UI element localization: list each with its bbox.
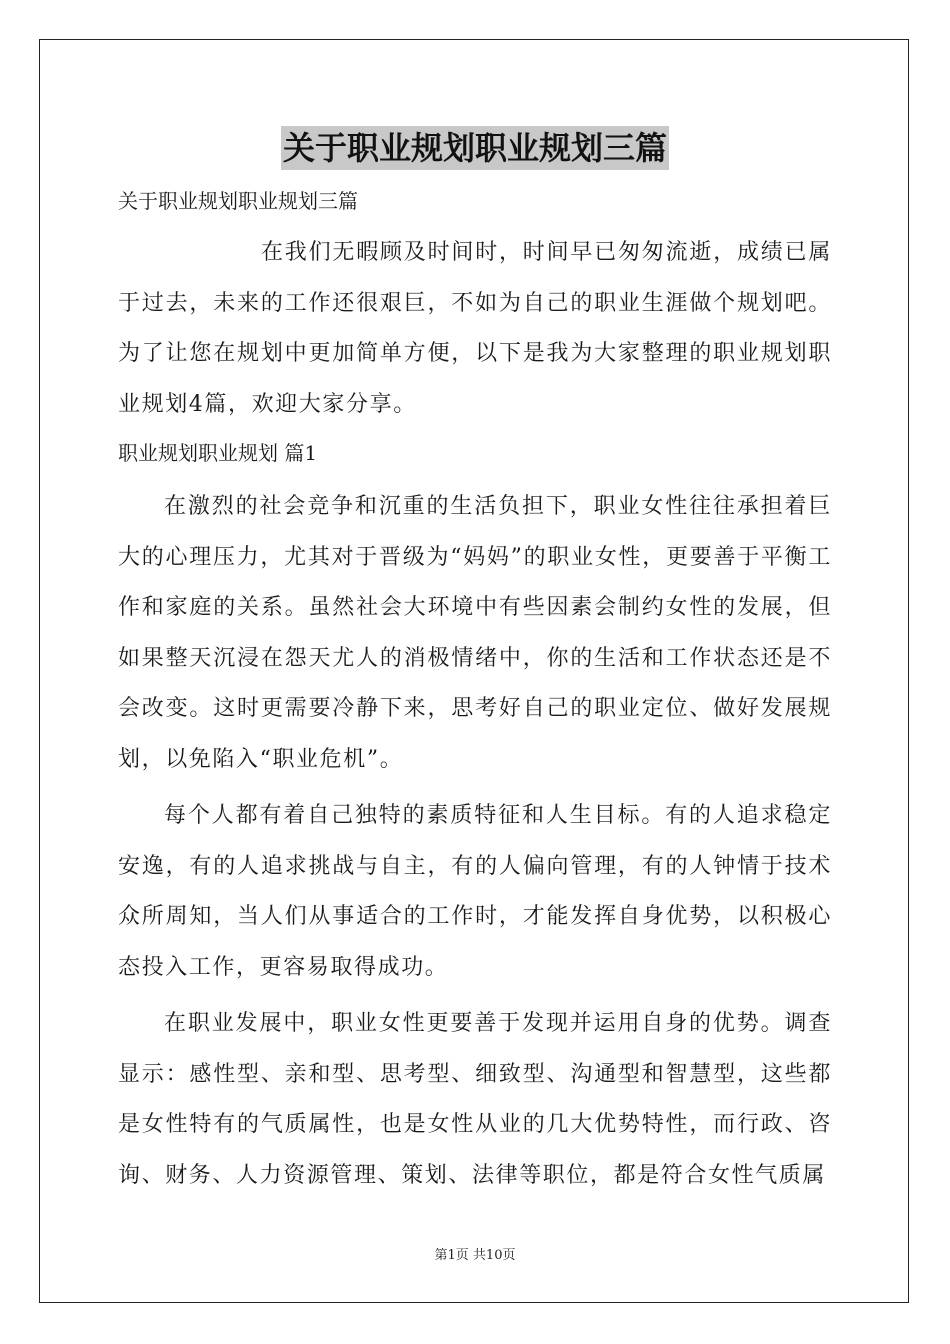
intro-paragraph: 在我们无暇顾及时间时，时间早已匆匆流逝，成绩已属于过去，未来的工作还很艰巨，不如为自己的职业生涯做个规划吧。为了让您在规划中更加简单方便，以下是我为大家整理的职业规划职业规划4篇，欢迎大家分享。 <box>118 240 832 417</box>
document-title: 关于职业规划职业规划三篇 <box>281 126 669 170</box>
body-paragraph-3: 在职业发展中，职业女性更要善于发现并运用自身的优势。调查显示：感性型、亲和型、思考型、细致型、沟通型和智慧型，这些都是女性特有的气质属性，也是女性从业的几大优势特性，而行政、咨询、财务、人力资源管理、策划、法律等职位，都是符合女性气质属 <box>118 1011 832 1188</box>
title-container <box>0 126 950 170</box>
page-footer: 第1页 共10页 <box>434 1248 516 1263</box>
body-paragraph-2: 每个人都有着自己独特的素质特征和人生目标。有的人追求稳定安逸，有的人追求挑战与自主，有的人偏向管理，有的人钟情于技术众所周知，当人们从事适合的工作时，才能发挥自身优势，以积极心态投入工作，更容易取得成功。 <box>118 803 832 980</box>
section-heading: 职业规划职业规划 篇1 <box>118 441 318 465</box>
document-subtitle: 关于职业规划职业规划三篇 <box>118 189 358 213</box>
document-body <box>118 180 832 1201</box>
body-paragraph-1: 在激烈的社会竞争和沉重的生活负担下，职业女性往往承担着巨大的心理压力，尤其对于晋级为“妈妈”的职业女性，更要善于平衡工作和家庭的关系。虽然社会大环境中有些因素会制约女性的发展，但如果整天沉浸在怨天尤人的消极情绪中，你的生活和工作状态还是不会改变。这时更需要冷静下来，思考好自己的职业定位、做好发展规划，以免陷入“职业危机”。 <box>118 494 832 772</box>
